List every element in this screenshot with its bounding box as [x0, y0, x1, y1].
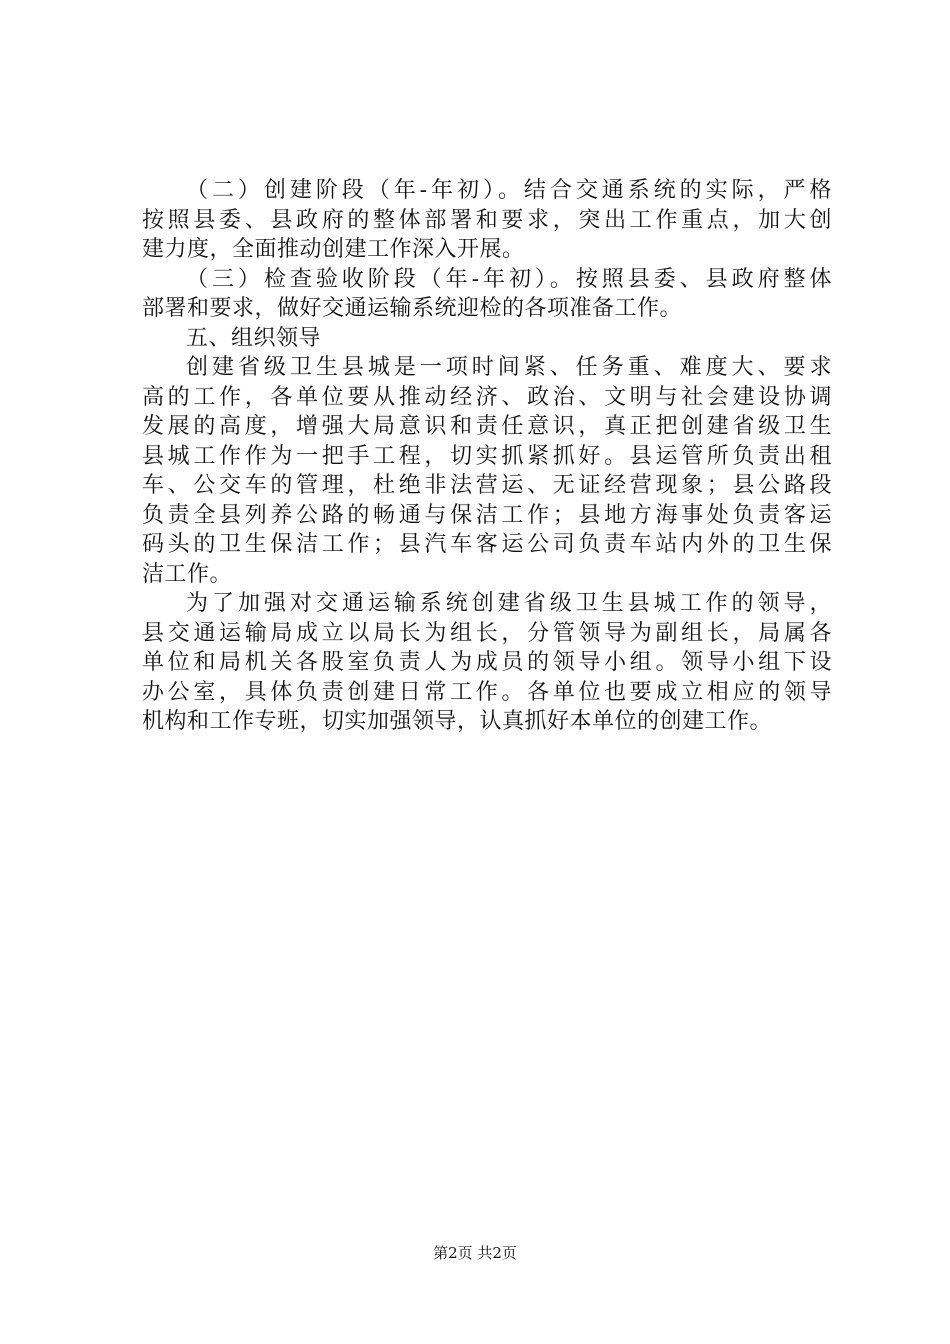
- page-number-label: 第2页 共2页: [433, 1244, 517, 1262]
- paragraph-leading-group: [142, 589, 832, 737]
- text-line: 车、公交车的管理，杜绝非法营运、无证经营现象；县公路段: [142, 473, 832, 498]
- paragraph-stage-3: [142, 265, 832, 324]
- text-line: 建力度，全面推动创建工作深入开展。: [142, 237, 525, 262]
- text-line: 为了加强对交通运输系统创建省级卫生县城工作的领导，: [186, 591, 832, 616]
- page-footer: [0, 1243, 950, 1263]
- text-line: 机构和工作专班，切实加强领导，认真抓好本单位的创建工作。: [142, 709, 773, 734]
- text-line: 县交通运输局成立以局长为组长，分管领导为副组长，局属各: [142, 620, 832, 646]
- text-line: 办公室，具体负责创建日常工作。各单位也要成立相应的领导: [142, 679, 832, 705]
- section-heading: 五、组织领导: [186, 325, 322, 351]
- paragraph-org-duties: [142, 353, 832, 589]
- text-line: 按照县委、县政府的整体部署和要求，突出工作重点，加大创: [142, 207, 832, 233]
- text-line: 发展的高度，增强大局意识和责任意识，真正把创建省级卫生: [142, 414, 832, 439]
- section-heading-organization: [142, 324, 832, 354]
- text-line: （三）检查验收阶段（年-年初）。按照县委、县政府整体: [186, 266, 832, 292]
- text-line: 高的工作，各单位要从推动经济、政治、文明与社会建设协调: [142, 384, 832, 410]
- text-line: 单位和局机关各股室负责人为成员的领导小组。领导小组下设: [142, 650, 832, 675]
- text-line: 洁工作。: [142, 561, 233, 587]
- text-line: 负责全县列养公路的畅通与保洁工作；县地方海事处负责客运: [142, 502, 832, 528]
- text-line: 部署和要求，做好交通运输系统迎检的各项准备工作。: [142, 296, 683, 321]
- text-line: 码头的卫生保洁工作；县汽车客运公司负责车站内外的卫生保: [142, 532, 832, 557]
- text-line: 创建省级卫生县城是一项时间紧、任务重、难度大、要求: [186, 355, 832, 380]
- text-line: 县城工作作为一把手工程，切实抓紧抓好。县运管所负责出租: [142, 443, 832, 469]
- document-body: [142, 176, 832, 737]
- paragraph-stage-2: [142, 176, 832, 265]
- text-line: （二）创建阶段（年-年初）。结合交通系统的实际，严格: [186, 178, 832, 203]
